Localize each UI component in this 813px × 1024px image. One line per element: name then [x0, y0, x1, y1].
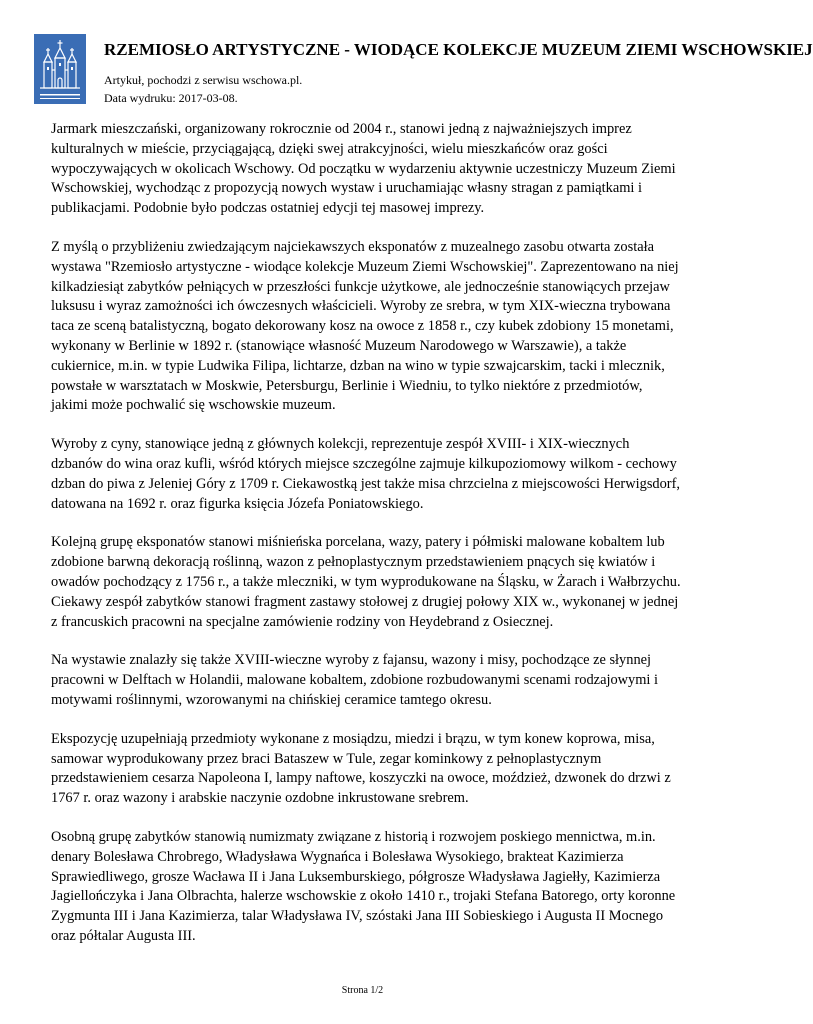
site-logo	[34, 34, 86, 104]
paragraph: Wyroby z cyny, stanowiące jedną z głównych kolekcji, reprezentuje zespół XVIII- i XIX-wiecznych dzbanów do wina oraz kufli, wśród których miejsce szczególne zajmuje kilkupoziomowy wilkom - cechowy dzban do piwa z Jeleniej Góry z 1709 r. Ciekawostką jest także misa chrzcielna z miejscowości Herwigsdorf, datowana na 1692 r. oraz figurka księcia Józefa Poniatowskiego.	[51, 436, 680, 512]
source-line: Artykuł, pochodzi z serwisu wschowa.pl.	[104, 73, 303, 87]
article-body	[51, 120, 681, 966]
paragraph: Jarmark mieszczański, organizowany rokrocznie od 2004 r., stanowi jedną z najważniejszych imprez kulturalnych w mieście, przyciągającą, dzięki swej atrakcyjności, wielu mieszkańców oraz gości wypoczywających w okolicach Wschowy. Od początku w wydarzeniu aktywnie uczestniczy Muzeum Ziemi Wschowskiej, wychodząc z propozycją nowych wystaw i uruchamiając własny stragan z pamiątkami i publikacjami. Podobnie było podczas ostatniej edycji tej masowej imprezy.	[51, 121, 676, 217]
church-towers-logo-icon	[34, 34, 86, 104]
print-date: Data wydruku: 2017-03-08.	[104, 91, 238, 105]
paragraph: Na wystawie znalazły się także XVIII-wieczne wyroby z fajansu, wazony i misy, pochodzące ze słynnej pracowni w Delftach w Holandii, malowane kobaltem, zdobione rozbudowanymi scenami rodzajowymi i motywami roślinnymi, wzorowanymi na chińskiej ceramice tamtego okresu.	[51, 652, 659, 708]
paragraph: Ekspozycję uzupełniają przedmioty wykonane z mosiądzu, miedzi i brązu, w tym konew koprowa, misa, samowar wyprodukowany przez braci Bataszew w Tule, zegar kominkowy z pełnoplastycznym przedstawieniem cesarza Napoleona I, lampy naftowe, koszyczki na owoce, moździeż, dzwonek do drzwi z 1767 r. oraz wazony i arabskie naczynie ozdobne inkrustowane srebrem.	[51, 730, 671, 807]
paragraph: Osobną grupę zabytków stanowią numizmaty związane z historią i rozwojem poskiego mennictwa, m.in. denary Bolesława Chrobrego, Władysława Wygnańca i Bolesława Wysokiego, brakteat Kazimierza Sprawiedliwego, grosze Wacława II i Jana Luksemburskiego, półgrosze Władysława Jagiełły, Kazimierza Jagiellończyka i Jana Olbrachta, halerze wschowskie z około 1410 r., trojaki Stefana Batorego, orty koronne Zygmunta III i Jana Kazimierza, talar Władysława IV, szóstaki Jana III Sobieskiego i Augusta II Mocnego oraz półtalar Augusta III.	[51, 828, 676, 944]
page-title: RZEMIOSŁO ARTYSTYCZNE - WIODĄCE KOLEKCJE MUZEUM ZIEMI WSCHOWSKIEJ	[104, 40, 813, 59]
paragraph: Kolejną grupę eksponatów stanowi miśnieńska porcelana, wazy, patery i półmiski malowane kobaltem lub zdobione barwną dekoracją roślinną, wazon z pełnoplastycznym przedstawieniem pnących się kwiatów i owadów pochodzący z 1756 r., a także mleczniki, w tym wyprodukowane na Śląsku, w Żarach i Wałbrzychu. Ciekawy zespół zabytków stanowi fragment zastawy stołowej z drugiej połowy XIX w., wykonanej w jednej z francuskich pracowni na specjalne zamówienie rodziny von Heydebrand z Osiecznej.	[51, 534, 681, 630]
article-meta	[104, 71, 302, 107]
paragraph: Z myślą o przybliżeniu zwiedzającym najciekawszych eksponatów z muzealnego zasobu otwarta została wystawa "Rzemiosło artystyczne - wiodące kolekcje Muzeum Ziemi Wschowskiej". Zaprezentowano na niej kilkadziesiąt zabytków pełniących w przeszłości funkcje użytkowe, ale jednocześnie stanowiących przejaw luksusu i wyraz zamożności ich ówczesnych właścicieli. Wyroby ze srebra, w tym XIX-wieczna trybowana taca ze sceną batalistyczną, bogato dekorowany kosz na owoce z 1858 r., czy kubek zdobiony 15 monetami, wykonany w Berlinie w 1892 r. (stanowiące własność Muzeum Narodowego w Warszawie), a także cukiernice, m.in. w typie Ludwika Filipa, lichtarze, dzban na wino w typie szwajcarskim, tacki i mlecznik, powstałe w warsztatach w Moskwie, Petersburgu, Berlinie i Wiedniu, to tylko niektóre z przedmiotów, jakimi może pochwalić się wschowskie muzeum.	[51, 238, 679, 414]
page-number: Strona 1/2	[341, 985, 384, 996]
